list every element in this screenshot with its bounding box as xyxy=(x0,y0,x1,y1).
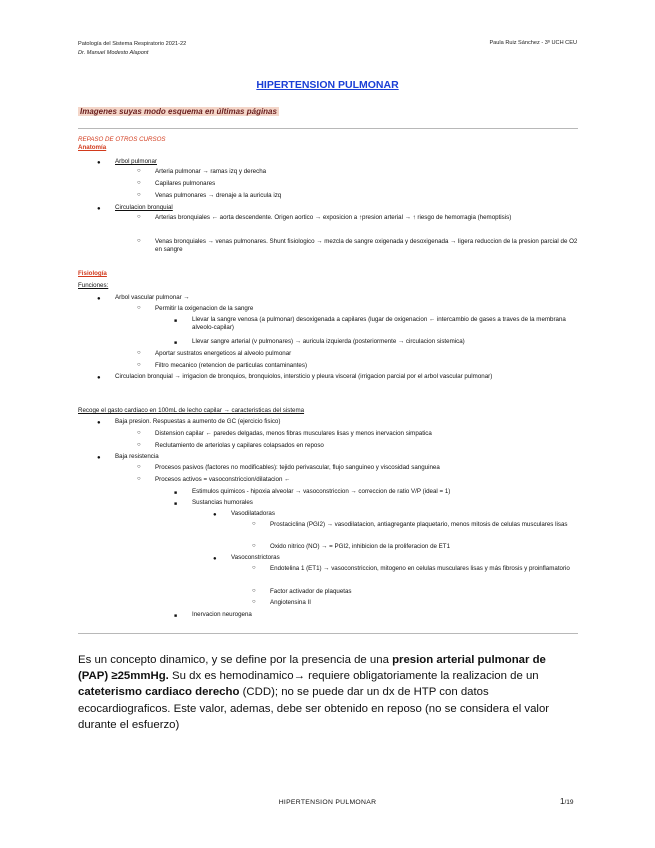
list-item: Aportar sustratos energeticos al alveolo pulmonar xyxy=(155,350,292,357)
list-item: Llevar sangre arterial (v pulmonares) → auricula izquierda (posteriormente → circulacion sistemica) xyxy=(192,338,465,345)
list-item: Reclutamiento de arteriolas y capilares colapsados en reposo xyxy=(155,442,324,449)
list-item: Endotelina 1 (ET1) → vasoconstriccion, mitogeno en celulas musculares lisas y más fibrosis y proinflamatorio xyxy=(270,565,570,572)
circle-bullet-icon: ○ xyxy=(137,192,141,198)
circle-bullet-icon: ○ xyxy=(252,599,256,605)
paragraph-bold: cateterismo cardiaco derecho xyxy=(78,686,240,699)
bullet-icon: ● xyxy=(97,160,101,166)
professor-name: Dr. Manuel Modesto Alapont xyxy=(78,50,149,56)
page-number xyxy=(560,797,574,806)
list-item: Circulacion bronquial → irrigacion de bronquios, bronquiolos, intersticio y pleura visceral (irrigacion parcial por el arbol vascular pulmonar) xyxy=(115,373,493,380)
divider-top xyxy=(78,128,578,129)
bullet-icon: ● xyxy=(97,206,101,212)
page-total: /19 xyxy=(564,799,574,806)
list-item: Arteria pulmonar → ramas izq y derecha xyxy=(155,168,267,175)
circle-bullet-icon: ○ xyxy=(137,168,141,174)
list-item: Estimulos quimicos - hipoxia alveolar → vasoconstriccion → correccion de ratio V/P (ideal = 1) xyxy=(192,488,451,495)
circle-bullet-icon: ○ xyxy=(137,214,141,220)
list-item: Oxido nitrico (NO) → = PGI2, inhibicion de la proliferacion de ET1 xyxy=(270,543,451,550)
list-item: Procesos activos = vasoconstriccion/dilatacion ← xyxy=(155,476,291,483)
circle-bullet-icon: ○ xyxy=(252,565,256,571)
circle-bullet-icon: ○ xyxy=(252,543,256,549)
list-item: Llevar la sangre venosa (a pulmonar) desoxigenada a capilares (lugar de oxigenacion ← intercambio de gases a traves de la membrana alveolo-capilar) xyxy=(192,316,566,332)
list-item: Permitir la oxigenacion de la sangre xyxy=(155,305,254,312)
list-item: Filtro mecanico (retencion de particulas contaminantes) xyxy=(155,362,308,369)
bullet-icon: ● xyxy=(97,455,101,461)
list-item: Baja presion. Respuestas a aumento de GC (ejercicio fisico) xyxy=(115,418,281,425)
circle-bullet-icon: ○ xyxy=(252,588,256,594)
page-current: 1 xyxy=(560,797,565,806)
square-bullet-icon: ■ xyxy=(174,501,178,507)
list-item: Baja resistencia xyxy=(115,453,159,460)
list-item: Inervacion neurogena xyxy=(192,611,252,618)
footer-title: HIPERTENSION PULMONAR xyxy=(278,799,377,806)
course-title: Patología del Sistema Respiratorio 2021-22 xyxy=(78,41,187,47)
circle-bullet-icon: ○ xyxy=(252,521,256,527)
paragraph-bold: presion arterial pulmonar de (PAP) ≥25mmHg. xyxy=(78,654,546,683)
bullet-icon: ● xyxy=(97,296,101,302)
circle-bullet-icon: ○ xyxy=(137,476,141,482)
list-item: Arterias bronquiales ← aorta descendente. Origen aortico → exposicion a ↑presion arterial → ↑ riesgo de hemorragia (hemoptisis) xyxy=(155,214,512,221)
anatomia-heading: Anatomía xyxy=(78,144,107,151)
subtitle-highlight: Imagenes suyas modo esquema en últimas páginas xyxy=(80,107,277,116)
bullet-icon: ● xyxy=(213,556,217,562)
repaso-heading: REPASO DE OTROS CURSOS xyxy=(78,136,166,143)
paragraph-text: (CDD); no se puede dar un dx de HTP con datos ecocardiograficos. Este valor, ademas, debe ser obtenido en reposo (no se considera el valor durante el esfuerzo) xyxy=(78,686,550,731)
funciones-label: Funciones: xyxy=(78,282,109,289)
circle-bullet-icon: ○ xyxy=(137,362,141,368)
list-item: Venas bronquiales → venas pulmonares. Shunt fisiologico → mezcla de sangre oxigenada y desoxigenada → ligera reduccion de la presion parcial de O2 en sangre xyxy=(155,238,578,254)
circle-bullet-icon: ○ xyxy=(137,305,141,311)
paragraph-text: Su dx es hemodinamico→ requiere obligatoriamente la realizacion de un xyxy=(168,670,539,683)
page-title: HIPERTENSION PULMONAR xyxy=(256,79,399,91)
fisiologia-heading: Fisiología xyxy=(78,270,107,277)
square-bullet-icon: ■ xyxy=(174,340,178,346)
list-item: Distension capilar ← paredes delgadas, menos fibras musculares lisas y menos inervacion simpatica xyxy=(155,430,432,437)
arbol-pulmonar-label: Arbol pulmonar xyxy=(115,158,157,165)
header-left xyxy=(78,40,186,58)
bullet-icon: ● xyxy=(97,420,101,426)
list-item: Angiotensina II xyxy=(270,599,311,606)
list-item: Procesos pasivos (factores no modificables): tejido perivascular, flujo sanguineo y viscosidad sanguinea xyxy=(155,464,440,471)
list-item: Prostaciclina (PGI2) → vasodilatacion, antiagregante plaquetario, menos mitosis de celulas musculares lisas xyxy=(270,521,568,528)
list-item: Factor activador de plaquetas xyxy=(270,588,352,595)
square-bullet-icon: ■ xyxy=(174,613,178,619)
circle-bullet-icon: ○ xyxy=(137,464,141,470)
square-bullet-icon: ■ xyxy=(174,318,178,324)
recoge-heading: Recoge el gasto cardiaco en 100mL de lecho capilar → caracteristicas del sistema xyxy=(78,407,305,414)
circle-bullet-icon: ○ xyxy=(137,238,141,244)
list-item: Capilares pulmonares xyxy=(155,180,216,187)
list-item: Vasodilatadoras xyxy=(231,510,275,517)
divider-bottom xyxy=(78,633,578,634)
author-name: Paula Ruiz Sánchez - 3º UCH CEU xyxy=(489,40,577,46)
list-item: Arbol vascular pulmonar → xyxy=(115,294,190,301)
circle-bullet-icon: ○ xyxy=(137,180,141,186)
list-item: Venas pulmonares → drenaje a la auricula izq xyxy=(155,192,282,199)
paragraph-text: Es un concepto dinamico, y se define por la presencia de una xyxy=(78,654,393,666)
circ-bronquial-label: Circulacion bronquial xyxy=(115,204,173,211)
list-item: Sustancias humorales xyxy=(192,499,253,506)
bullet-icon: ● xyxy=(213,512,217,518)
circle-bullet-icon: ○ xyxy=(137,350,141,356)
square-bullet-icon: ■ xyxy=(174,490,178,496)
list-item: Vasoconstrictoras xyxy=(231,554,280,561)
circle-bullet-icon: ○ xyxy=(137,430,141,436)
circle-bullet-icon: ○ xyxy=(137,442,141,448)
definition-paragraph xyxy=(78,652,578,733)
bullet-icon: ● xyxy=(97,375,101,381)
